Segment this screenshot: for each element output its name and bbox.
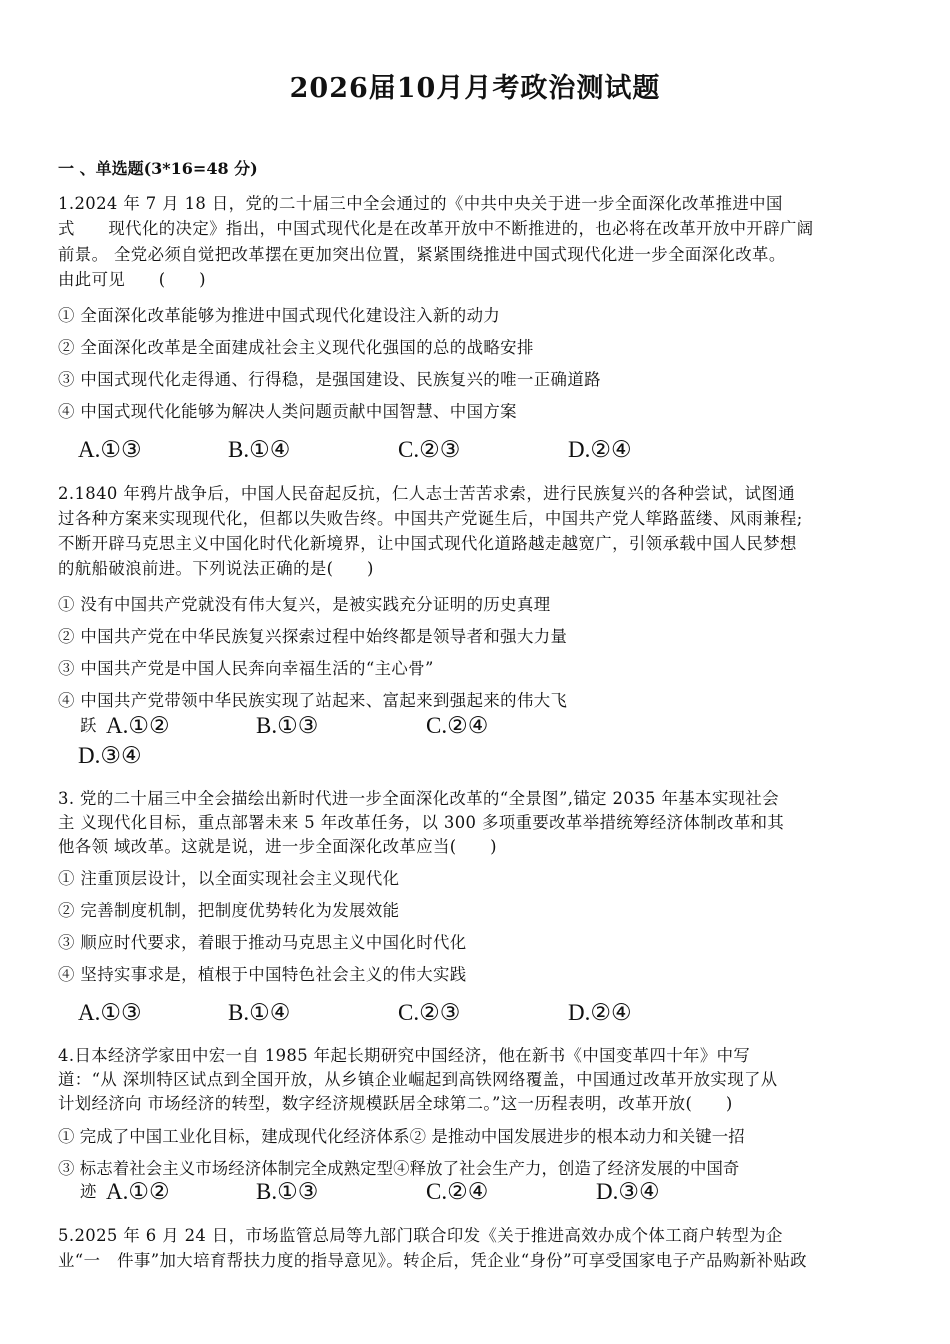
question-text-line: 3. 党的二十届三中全会描绘出新时代进一步全面深化改革的“全景图”,锚定 2035 年基本实现社会 xyxy=(58,789,780,808)
question-text-line: 前景。 全党必须自觉把改革摆在更加突出位置，紧紧围绕推进中国式现代化进一步全面深化改革。 xyxy=(58,245,786,264)
answer-choice-a[interactable]: A.①③ xyxy=(78,1000,142,1025)
question-text-line: 计划经济向 市场经济的转型，数字经济规模跃居全球第二。”这一历程表明，改革开放( ) xyxy=(58,1094,733,1113)
answer-choice-d[interactable]: D.③④ xyxy=(596,1179,660,1204)
wrapped-text: 迹 xyxy=(80,1182,97,1201)
answer-choice-a[interactable]: A.①② xyxy=(106,1179,170,1204)
statement-option: ③ 顺应时代要求，着眼于推动马克思主义中国化时代化 xyxy=(58,933,467,952)
answer-choice-d[interactable]: D.②④ xyxy=(568,437,632,462)
statement-option: ① 没有中国共产党就没有伟大复兴，是被实践充分证明的历史真理 xyxy=(58,595,551,614)
question-text-line: 由此可见 ( ) xyxy=(58,270,206,289)
question-text-line: 过各种方案来实现现代化，但都以失败告终。中国共产党诞生后，中国共产党人筚路蓝缕、风雨兼程; xyxy=(58,509,803,528)
section-heading: 一 、单选题(3*16=48 分) xyxy=(58,159,258,178)
statement-option: ③ 中国共产党是中国人民奔向幸福生活的“主心骨” xyxy=(58,659,434,678)
question-text-line: 4.日本经济学家田中宏一自 1985 年起长期研究中国经济，他在新书《中国变革四十年》中写 xyxy=(58,1046,751,1065)
answer-choice-a[interactable]: A.①② xyxy=(106,713,170,738)
statement-option: ① 注重顶层设计，以全面实现社会主义现代化 xyxy=(58,869,400,888)
statement-option: ① 全面深化改革能够为推进中国式现代化建设注入新的动力 xyxy=(58,306,501,325)
statement-option: ④ 坚持实事求是，植根于中国特色社会主义的伟大实践 xyxy=(58,965,467,984)
wrapped-text: 跃 xyxy=(80,716,97,735)
statement-option: ① 完成了中国工业化目标，建成现代化经济体系② 是推动中国发展进步的根本动力和关键一招 xyxy=(58,1127,745,1146)
statement-option: ④ 中国共产党带领中华民族实现了站起来、富起来到强起来的伟大飞 xyxy=(58,691,568,710)
answer-choice-d[interactable]: D.③④ xyxy=(78,743,142,768)
answer-choice-b[interactable]: B.①③ xyxy=(256,713,319,738)
question-text-line: 的航船破浪前进。下列说法正确的是( ) xyxy=(58,559,374,578)
answer-choice-c[interactable]: C.②④ xyxy=(426,1179,489,1204)
question-text-line: 不断开辟马克思主义中国化时代化新境界，让中国式现代化道路越走越宽广，引领承载中国人民梦想 xyxy=(58,534,797,553)
statement-option: ③ 中国式现代化走得通、行得稳，是强国建设、民族复兴的唯一正确道路 xyxy=(58,370,601,389)
answer-choice-c[interactable]: C.②③ xyxy=(398,1000,461,1025)
question-text-line: 5.2025 年 6 月 24 日，市场监管总局等九部门联合印发《关于推进高效办成个体工商户转型为企 xyxy=(58,1226,783,1245)
answer-choice-c[interactable]: C.②③ xyxy=(398,437,461,462)
statement-option: ② 全面深化改革是全面建成社会主义现代化强国的总的战略安排 xyxy=(58,338,534,357)
answer-choice-b[interactable]: B.①④ xyxy=(228,437,291,462)
statement-option: ② 中国共产党在中华民族复兴探索过程中始终都是领导者和强大力量 xyxy=(58,627,568,646)
question-text-line: 1.2024 年 7 月 18 日，党的二十届三中全会通过的《中共中央关于进一步全面深化改革推进中国 xyxy=(58,194,783,213)
page-title: 2026届10月月考政治测试题 xyxy=(289,73,661,104)
question-text-line: 道：“从 深圳特区试点到全国开放，从乡镇企业崛起到高铁网络覆盖，中国通过改革开放实现了从 xyxy=(58,1070,778,1089)
answer-choice-a[interactable]: A.①③ xyxy=(78,437,142,462)
answer-choice-d[interactable]: D.②④ xyxy=(568,1000,632,1025)
question-text-line: 业“一 件事”加大培育帮扶力度的指导意见》。转企后，凭企业“身份”可享受国家电子产品购新补贴政 xyxy=(58,1251,807,1270)
question-text-line: 主 义现代化目标，重点部署未来 5 年改革任务，以 300 多项重要改革举措统筹经济体制改革和其 xyxy=(58,813,785,832)
statement-option: ② 完善制度机制，把制度优势转化为发展效能 xyxy=(58,901,400,920)
answer-choice-c[interactable]: C.②④ xyxy=(426,713,489,738)
statement-option: ③ 标志着社会主义市场经济体制完全成熟定型④释放了社会生产力，创造了经济发展的中国奇 xyxy=(58,1159,740,1178)
answer-choice-b[interactable]: B.①④ xyxy=(228,1000,291,1025)
question-text-line: 式 现代化的决定》指出，中国式现代化是在改革开放中不断推进的，也必将在改革开放中开辟广阔 xyxy=(58,219,814,238)
question-text-line: 他各领 域改革。这就是说，进一步全面深化改革应当( ) xyxy=(58,837,497,856)
question-text-line: 2.1840 年鸦片战争后，中国人民奋起反抗，仁人志士苦苦求索，进行民族复兴的各种尝试，试图通 xyxy=(58,484,795,503)
statement-option: ④ 中国式现代化能够为解决人类问题贡献中国智慧、中国方案 xyxy=(58,402,517,421)
answer-choice-b[interactable]: B.①③ xyxy=(256,1179,319,1204)
